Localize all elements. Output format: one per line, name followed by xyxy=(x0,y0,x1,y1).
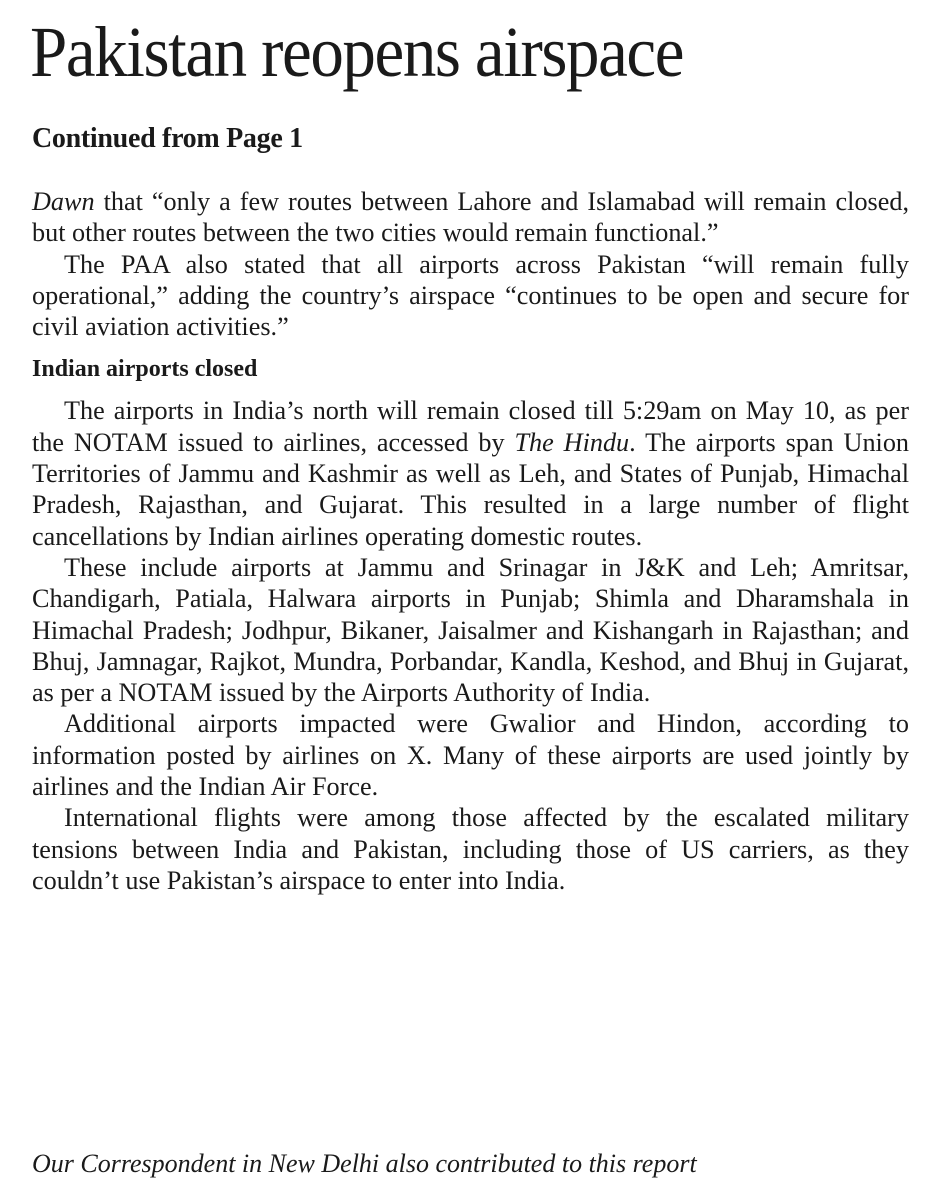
source-name-dawn: Dawn xyxy=(32,187,95,216)
contributor-credit: Our Correspondent in New Delhi also contributed to this report xyxy=(32,1149,697,1178)
headline: Pakistan reopens airspace xyxy=(30,12,684,92)
paragraph-4: These include airports at Jammu and Srinagar in J&K and Leh; Amritsar, Chandigarh, Patiala, Halwara airports in Punjab; Shimla and Dharamshala in Himachal Pradesh; Jodhpur, Bikaner, Jaisalmer and Kishangarh in Rajasthan; and Bhuj, Jamnagar, Rajkot, Mundra, Porbandar, Kandla, Keshod, and Bhuj in Gujarat, as per a NOTAM issued by the Airports Authority of India. xyxy=(32,552,909,708)
paragraph-2: The PAA also stated that all airports across Pakistan “will remain fully operational,” adding the country’s airspace “continues to be open and secure for civil aviation activities.” xyxy=(32,249,909,342)
paragraph-3-text-b: . The airports span Union Territories of Jammu and Kashmir as well as Leh, and States of Punjab, Himachal Pradesh, Rajasthan, and Gujarat. This resulted in a large number of flight cancellations by Indian airlines operating domestic routes. xyxy=(32,427,910,551)
article-body xyxy=(32,186,909,896)
paragraph-5: Additional airports impacted were Gwalior and Hindon, according to information posted by airlines on X. Many of these airports are used jointly by airlines and the Indian Air Force. xyxy=(32,709,909,802)
paragraph-6: International flights were among those affected by the escalated military tensions between India and Pakistan, including those of US carriers, as they couldn’t use Pakistan’s airspace to enter into India. xyxy=(32,803,909,895)
paragraph-1-text: that “only a few routes between Lahore and Islamabad will remain closed, but other routes between the two cities would remain functional.” xyxy=(32,187,909,248)
continued-from-label: Continued from Page 1 xyxy=(32,123,303,154)
paragraph-1 xyxy=(32,186,909,249)
source-name-the-hindu: The Hindu xyxy=(514,427,630,457)
paragraph-3 xyxy=(32,395,909,551)
subheading: Indian airports closed xyxy=(32,356,258,383)
paragraph-3-text-a: The airports in India’s north will remain closed till 5:29am on May 10, as per the NOTAM issued to airlines, accessed by xyxy=(32,396,909,457)
